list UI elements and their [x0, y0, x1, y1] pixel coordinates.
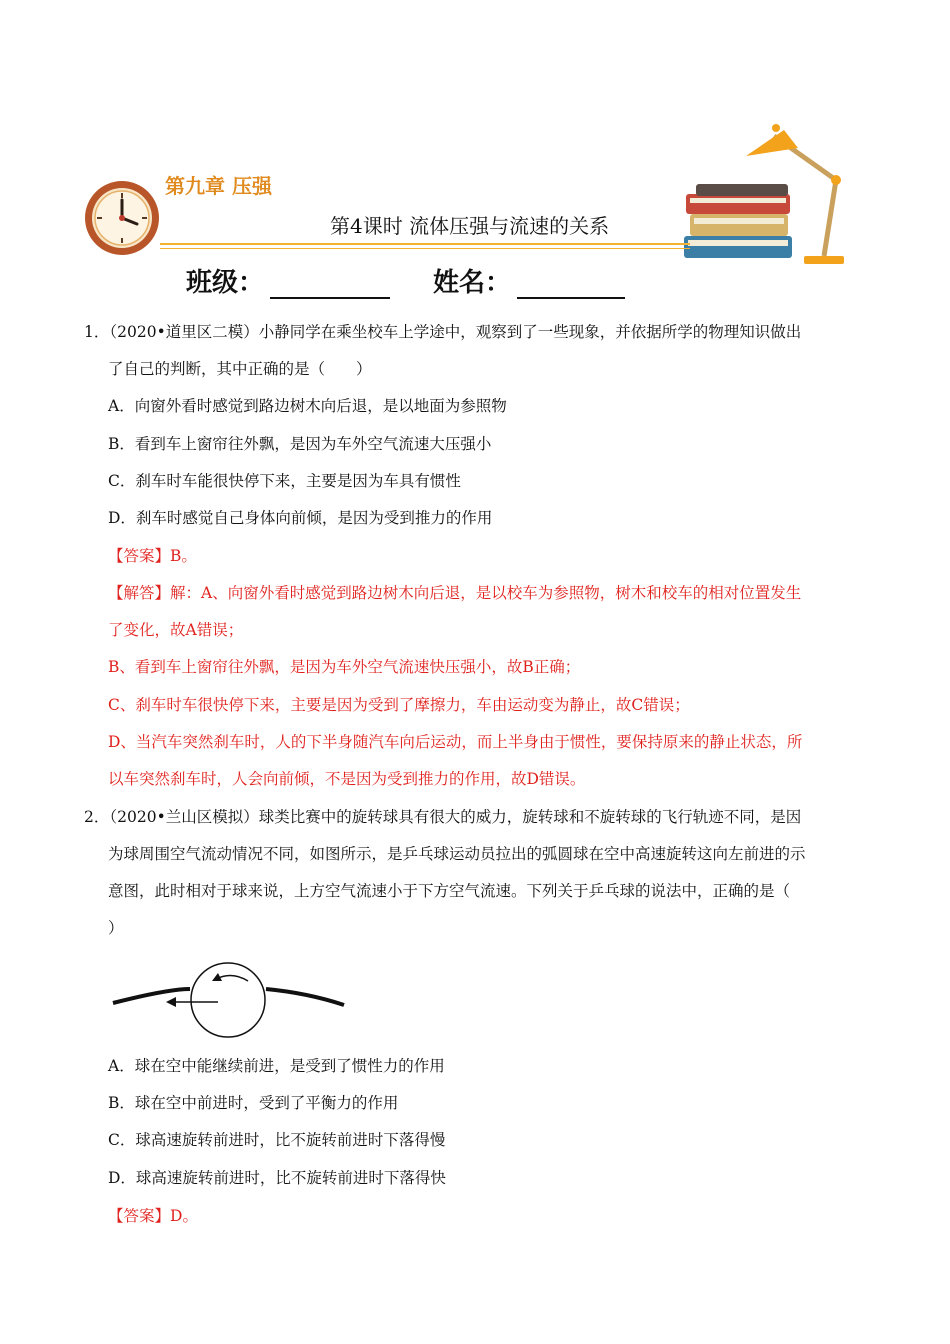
clock-icon	[82, 178, 162, 258]
chapter-title: 第九章 压强	[165, 174, 272, 198]
ball-icon	[191, 963, 265, 1037]
answer	[108, 1206, 198, 1226]
analysis-line: 以车突然刹车时，人会向前倾，不是因为受到推力的作用，故D错误。	[108, 770, 586, 788]
analysis-line: 了变化，故A错误；	[108, 621, 244, 639]
answer-tag: 【答案】	[108, 1207, 171, 1225]
trajectory-right	[266, 989, 344, 1005]
name-label: 姓名：	[433, 268, 512, 298]
question-2-stem-cont: ）	[108, 919, 124, 937]
books-lamp-illustration	[676, 118, 856, 268]
option-d: D．刹车时感觉自己身体向前倾，是因为受到推力的作用	[108, 509, 493, 527]
class-label: 班级：	[186, 268, 265, 298]
question-2-stem: 2．（2020•兰山区模拟）球类比赛中的旋转球具有很大的威力，旋转球和不旋转球的飞行轨迹不同，是因	[84, 808, 802, 826]
option-b: B．看到车上窗帘往外飘，是因为车外空气流速大压强小	[108, 435, 492, 453]
analysis-line: 【解答】解：A、向窗外看时感觉到路边树木向后退，是以校车为参照物，树木和校车的相对位置发生	[108, 584, 802, 602]
analysis-line: C、刹车时车很快停下来，主要是因为受到了摩擦力，车由运动变为静止，故C错误；	[108, 696, 690, 714]
question-number: 1．	[84, 323, 110, 341]
option-c: C．刹车时车能很快停下来，主要是因为车具有惯性	[108, 472, 461, 490]
question-number: 2．	[84, 808, 110, 826]
spinning-ball-diagram	[108, 955, 348, 1045]
analysis-line: B、看到车上窗帘往外飘，是因为车外空气流速快压强小，故B正确；	[108, 658, 581, 676]
name-field	[433, 262, 625, 299]
lesson-title: 第4课时 流体压强与流速的关系	[330, 214, 610, 238]
option-a: A．向窗外看时感觉到路边树木向后退，是以地面为参照物	[108, 397, 507, 415]
option-b: B．球在空中前进时，受到了平衡力的作用	[108, 1094, 399, 1112]
trajectory-left	[113, 989, 190, 1003]
question-2-stem-cont: 意图，此时相对于球来说，上方空气流速小于下方空气流速。下列关于乒乓球的说法中，正确的是（	[108, 882, 791, 900]
option-c: C．球高速旋转前进时，比不旋转前进时下落得慢	[108, 1131, 446, 1149]
answer	[108, 546, 197, 566]
answer-value: B。	[170, 547, 197, 565]
name-blank	[517, 271, 625, 299]
header-rule-thin	[160, 248, 690, 249]
option-d: D．球高速旋转前进时，比不旋转前进时下落得快	[108, 1169, 446, 1187]
class-blank	[270, 271, 390, 299]
analysis-line: D、当汽车突然刹车时，人的下半身随汽车向后运动，而上半身由于惯性，要保持原来的静止状态，所	[108, 733, 803, 751]
class-field	[186, 262, 390, 299]
answer-tag: 【答案】	[108, 547, 171, 565]
question-2-stem-cont: 为球周围空气流动情况不同，如图所示，是乒乓球运动员拉出的弧圆球在空中高速旋转这向左前进的示	[108, 845, 806, 863]
analysis-tag: 【解答】	[108, 584, 171, 602]
option-a: A．球在空中能继续前进，是受到了惯性力的作用	[108, 1057, 445, 1075]
header-rule	[160, 243, 690, 245]
answer-value: D。	[170, 1207, 198, 1225]
question-1-stem: 1．（2020•道里区二模）小静同学在乘坐校车上学途中，观察到了一些现象，并依据所学的物理知识做出	[84, 323, 802, 341]
question-1-stem-cont: 了自己的判断，其中正确的是（ ）	[108, 360, 372, 378]
